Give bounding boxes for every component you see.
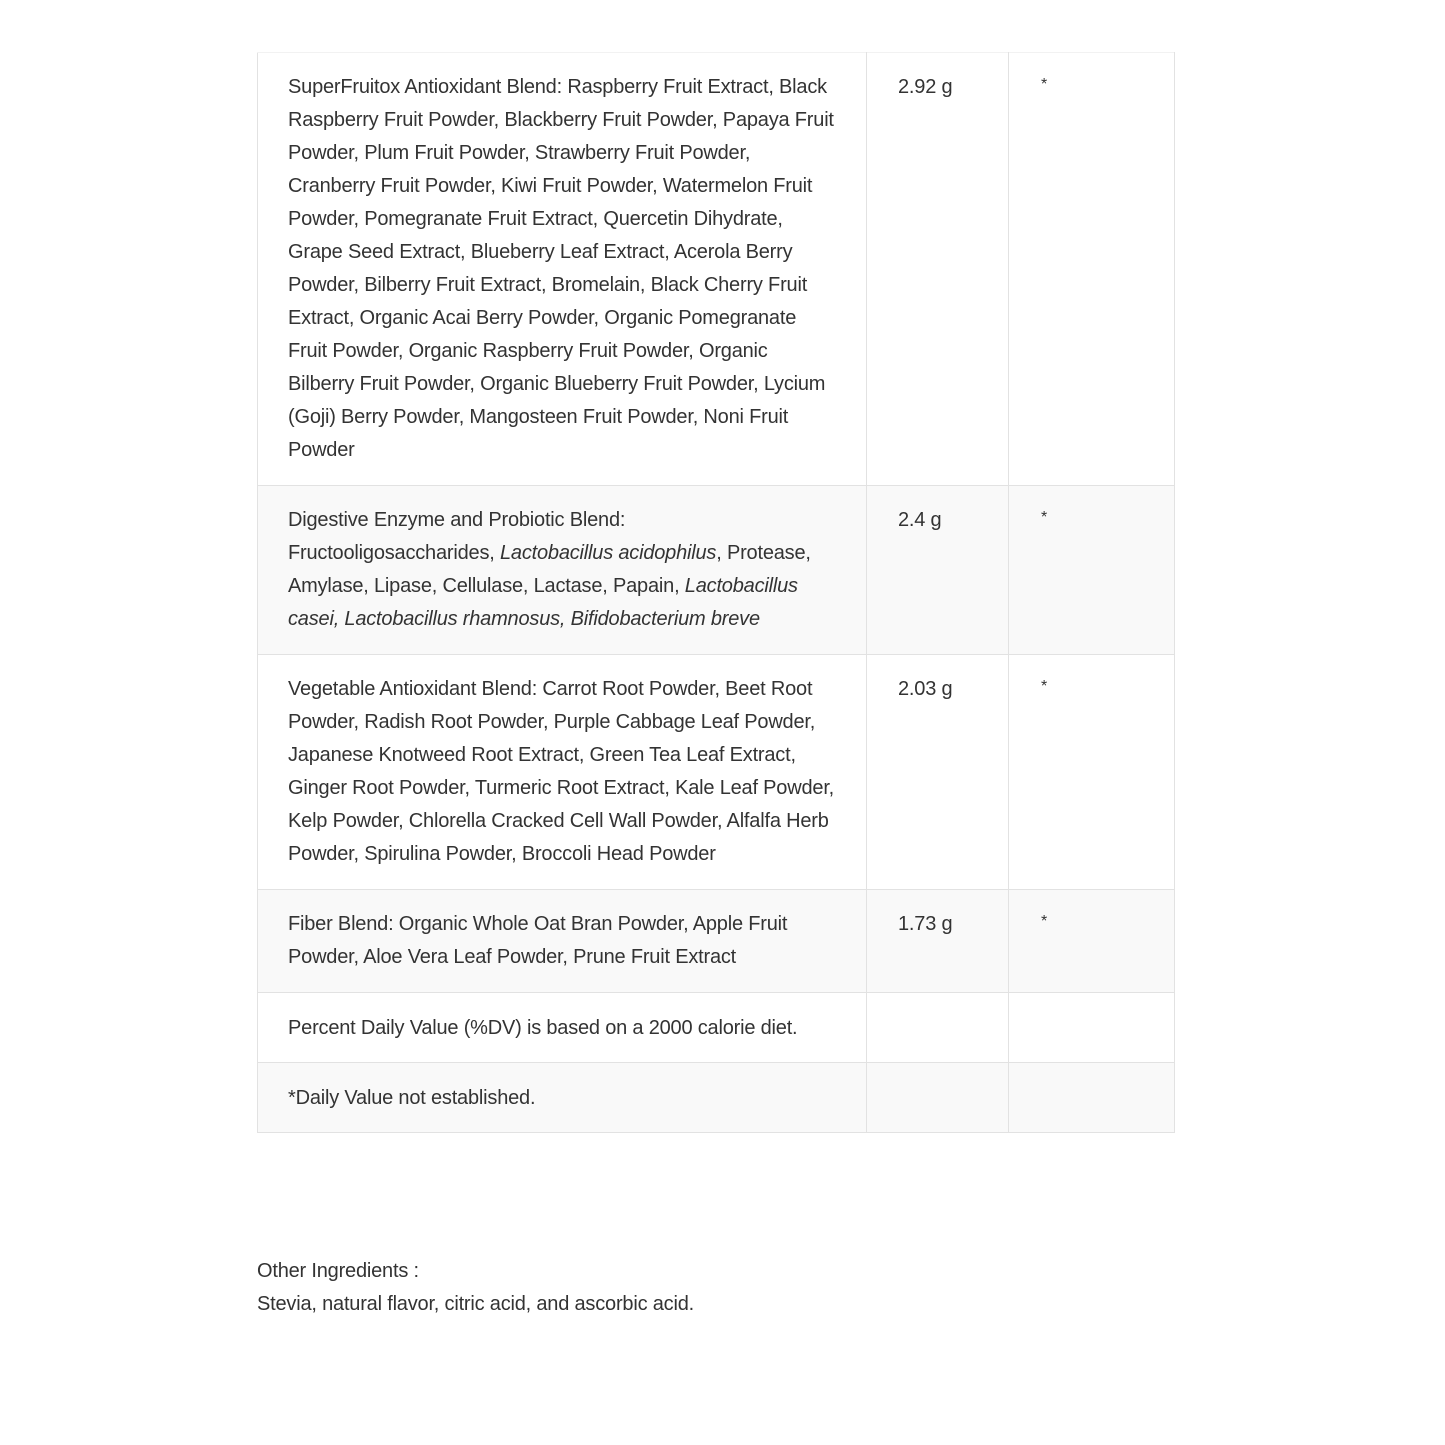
ingredient-italic-text: Lactobacillus acidophilus [499, 542, 717, 564]
daily-value-footnote: Percent Daily Value (%DV) is based on a 2000 calorie diet. [258, 993, 867, 1063]
daily-value-cell: * [1009, 53, 1175, 486]
other-ingredients-text: Stevia, natural flavor, citric acid, and ascorbic acid. [257, 1293, 694, 1315]
daily-value-cell: * [1009, 890, 1175, 993]
amount-cell: 1.73 g [867, 890, 1009, 993]
table-row [258, 993, 1175, 1063]
daily-value-not-established-note: *Daily Value not established. [258, 1063, 867, 1133]
table-row [258, 890, 1175, 993]
daily-value-cell: * [1009, 655, 1175, 890]
ingredient-text: Digestive Enzyme and Probiotic Blend: Fructooligosaccharides, [288, 509, 626, 564]
table-row [258, 655, 1175, 890]
empty-cell [1009, 993, 1175, 1063]
ingredient-name-cell: SuperFruitox Antioxidant Blend: Raspberry Fruit Extract, Black Raspberry Fruit Powder, Blackberry Fruit Powder, Papaya Fruit Powder, Plum Fruit Powder, Strawberry Fruit Powder, Cranberry Fruit Powder, Kiwi Fruit Powder, Watermelon Fruit Powder, Pomegranate Fruit Extract, Quercetin Dihydrate, Grape Seed Extract, Blueberry Leaf Extract, Acerola Berry Powder, Bilberry Fruit Extract, Bromelain, Black Cherry Fruit Extract, Organic Acai Berry Powder, Organic Pomegranate Fruit Powder, Organic Raspberry Fruit Powder, Organic Bilberry Fruit Powder, Organic Blueberry Fruit Powder, Lycium (Goji) Berry Powder, Mangosteen Fruit Powder, Noni Fruit Powder [258, 53, 867, 486]
empty-cell [1009, 1063, 1175, 1133]
other-ingredients-heading: Other Ingredients : [257, 1260, 419, 1282]
ingredient-text: , Protease, Amylase, Lipase, Cellulase, Lactase, Papain, [288, 542, 811, 597]
table-row [258, 1063, 1175, 1133]
amount-cell: 2.03 g [867, 655, 1009, 890]
table-row [258, 486, 1175, 655]
amount-cell: 2.4 g [867, 486, 1009, 655]
amount-cell: 2.92 g [867, 53, 1009, 486]
empty-cell [867, 993, 1009, 1063]
empty-cell [867, 1063, 1009, 1133]
supplement-facts-table [257, 52, 1175, 1133]
ingredient-name-cell [258, 486, 867, 655]
daily-value-cell: * [1009, 486, 1175, 655]
ingredient-italic-text: Lactobacillus casei, Lactobacillus rhamnosus, Bifidobacterium breve [288, 575, 798, 630]
other-ingredients-section [257, 1255, 1174, 1321]
table-row [258, 53, 1175, 486]
ingredient-name-cell: Vegetable Antioxidant Blend: Carrot Root Powder, Beet Root Powder, Radish Root Powder, Purple Cabbage Leaf Powder, Japanese Knotweed Root Extract, Green Tea Leaf Extract, Ginger Root Powder, Turmeric Root Extract, Kale Leaf Powder, Kelp Powder, Chlorella Cracked Cell Wall Powder, Alfalfa Herb Powder, Spirulina Powder, Broccoli Head Powder [258, 655, 867, 890]
ingredient-name-cell: Fiber Blend: Organic Whole Oat Bran Powder, Apple Fruit Powder, Aloe Vera Leaf Powder, Prune Fruit Extract [258, 890, 867, 993]
